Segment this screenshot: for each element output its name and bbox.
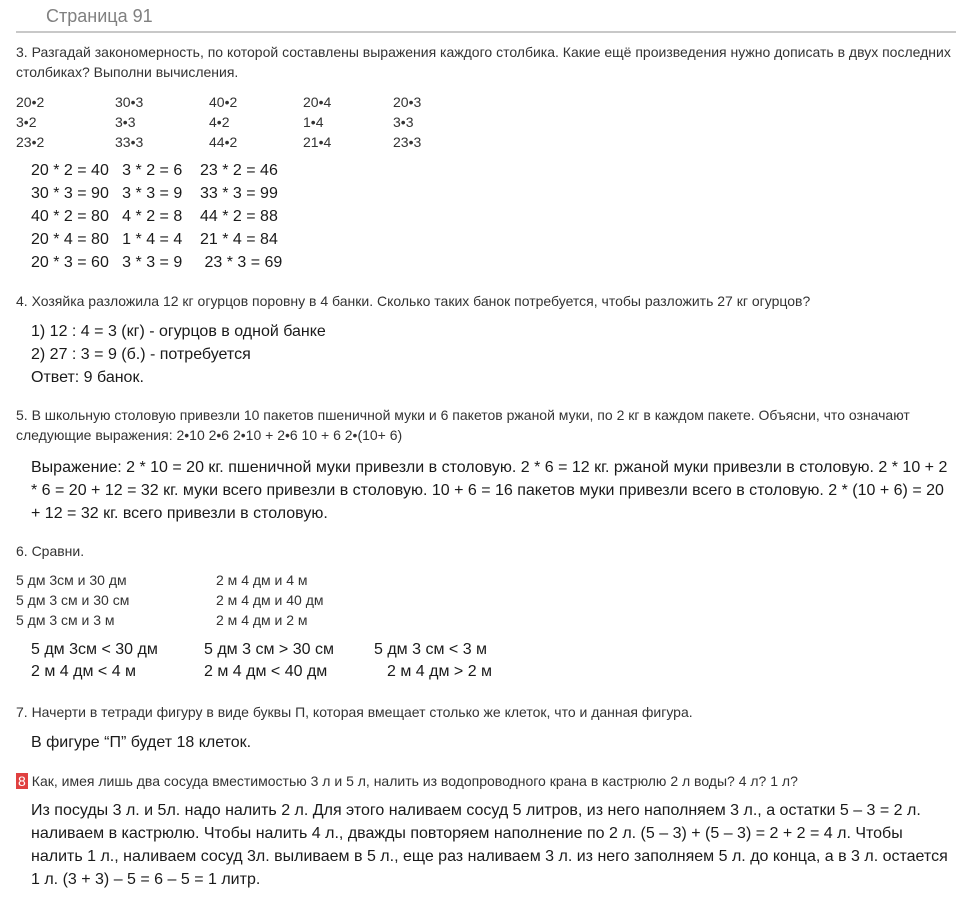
task3-question: 3. Разгадай закономерность, по которой составлены выражения каждого столбика. Какие ещё произведения нужно дописать в двух последних столбиках? Выполни вычисления.: [16, 44, 951, 80]
expr-c2-r1: 4•2: [209, 114, 230, 130]
task4-question: 4. Хозяйка разложила 12 кг огурцов поровну в 4 банки. Сколько таких банок потребуется, чтобы разложить 27 кг огурцов?: [16, 293, 811, 309]
page-title: Страница 91: [46, 6, 153, 26]
task7-answer: В фигуре “П” будет 18 клеток.: [31, 734, 252, 751]
expr-c4-r2: 23•3: [393, 134, 422, 150]
expr-c4-r1: 3•3: [393, 114, 414, 130]
task8-question: Как, имея лишь два сосуда вместимостью 3 л и 5 л, налить из водопроводного крана в кастрюлю 2 л воды? 4 л? 1 л?: [31, 773, 798, 789]
compare-answer: 5 дм 3 см < 3 м: [374, 641, 488, 658]
compare-answer: 2 м 4 дм < 40 дм: [204, 663, 328, 680]
expr-c3-r2: 21•4: [303, 134, 332, 150]
compare-left-item: 5 дм 3 см и 3 м: [16, 612, 115, 628]
expr-c2-r2: 44•2: [209, 134, 238, 150]
compare-answer: 5 дм 3 см > 30 см: [204, 641, 334, 658]
compare-right-item: 2 м 4 дм и 2 м: [216, 612, 308, 628]
task3-answer-line: 20 * 3 = 60 3 * 3 = 9 23 * 3 = 69: [31, 254, 283, 271]
expr-c4-r0: 20•3: [393, 94, 422, 110]
compare-answer: 2 м 4 дм < 4 м: [31, 663, 137, 680]
expr-c0-r1: 3•2: [16, 114, 37, 130]
task3-answer-line: 30 * 3 = 90 3 * 3 = 9 33 * 3 = 99: [31, 185, 278, 202]
expr-c0-r2: 23•2: [16, 134, 45, 150]
compare-answer: 5 дм 3см < 30 дм: [31, 641, 158, 658]
task3-answer-line: 40 * 2 = 80 4 * 2 = 8 44 * 2 = 88: [31, 208, 278, 225]
task7-question: 7. Начерти в тетради фигуру в виде буквы П, которая вмещает столько же клеток, что и данная фигура.: [16, 704, 693, 720]
compare-right-item: 2 м 4 дм и 4 м: [216, 572, 308, 588]
task5-question: 5. В школьную столовую привезли 10 пакетов пшеничной муки и 6 пакетов ржаной муки, по 2 кг в каждом пакете. Объясни, что означают следующие выражения: 2•10 2•6 2•10 + 2•6 10 + 6 2•(10+ 6): [16, 407, 910, 443]
task3-answer-line: 20 * 2 = 40 3 * 2 = 6 23 * 2 = 46: [31, 162, 278, 179]
expr-c2-r0: 40•2: [209, 94, 238, 110]
expr-c0-r0: 20•2: [16, 94, 45, 110]
task8-answer: Из посуды 3 л. и 5л. надо налить 2 л. Для этого наливаем сосуд 5 литров, из него наполняем 3 л., а остатки 5 – 3 = 2 л. наливаем в кастрюлю. Чтобы налить 4 л., дважды повторяем наполнение по 2 л. (5 – 3) + (5 – 3) = 2 + 2 = 4 л. Чтобы налить 1 л., наливаем сосуд 3л. выливаем в 5 л., еще раз наливаем 3 л. из него заполняем 5 л. до конца, а в 3 л. остается 1 л. (3 + 3) – 5 = 6 – 5 = 1 литр.: [31, 802, 948, 888]
compare-left-item: 5 дм 3см и 30 дм: [16, 572, 127, 588]
task8-question-line: [16, 771, 956, 791]
compare-right-item: 2 м 4 дм и 40 дм: [216, 592, 324, 608]
expr-c1-r0: 30•3: [115, 94, 144, 110]
task3-answer-line: 20 * 4 = 80 1 * 4 = 4 21 * 4 = 84: [31, 231, 278, 248]
expr-c3-r0: 20•4: [303, 94, 332, 110]
task4-answer-line: 1) 12 : 4 = 3 (кг) - огурцов в одной банке: [31, 323, 326, 340]
page-header: [16, 4, 956, 33]
task8-number-badge: 8: [18, 773, 26, 789]
task4-answer-line: Ответ: 9 банок.: [31, 369, 144, 386]
compare-answer: 2 м 4 дм > 2 м: [387, 663, 493, 680]
expr-c3-r1: 1•4: [303, 114, 324, 130]
task4-answer-line: 2) 27 : 3 = 9 (б.) - потребуется: [31, 346, 251, 363]
compare-left-item: 5 дм 3 см и 30 см: [16, 592, 130, 608]
expr-c1-r1: 3•3: [115, 114, 136, 130]
task5-answer: Выражение: 2 * 10 = 20 кг. пшеничной муки привезли в столовую. 2 * 6 = 12 кг. ржаной муки привезли в столовую. 2 * 10 + 2 * 6 = 20 + 12 = 32 кг. муки всего привезли в столовую. 10 + 6 = 16 пакетов муки привезли всего в столовую. 2 * (10 + 6) = 20 + 12 = 32 кг. всего привезли в столовую.: [31, 459, 948, 522]
expr-c1-r2: 33•3: [115, 134, 144, 150]
task6-question: 6. Сравни.: [16, 543, 85, 559]
